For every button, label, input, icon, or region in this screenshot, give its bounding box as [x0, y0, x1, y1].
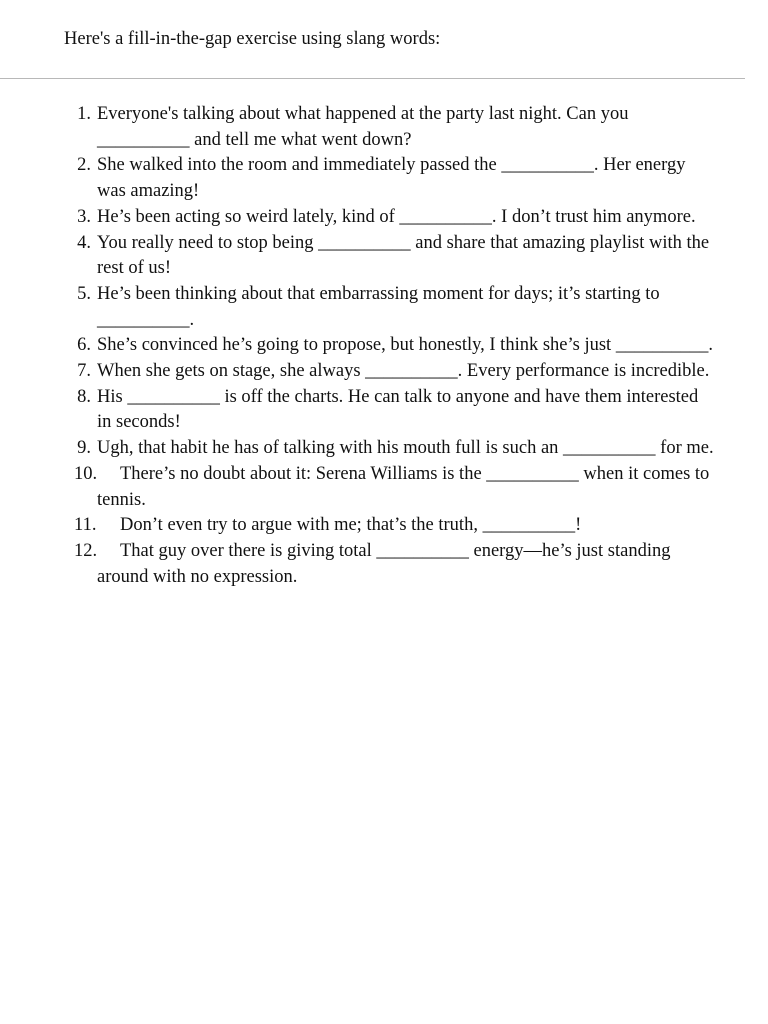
- exercise-text: He’s been acting so weird lately, kind of __________. I don’t trust him anymore.: [97, 206, 696, 227]
- exercise-number: 11.: [74, 515, 97, 536]
- exercise-item: [64, 513, 714, 539]
- exercise-number: 8.: [77, 386, 91, 407]
- exercise-item: [64, 333, 714, 359]
- exercise-text: She walked into the room and immediately passed the __________. Her energy was amazing!: [97, 155, 686, 202]
- exercise-text: There’s no doubt about it: Serena Williams is the __________ when it comes to tennis.: [97, 463, 710, 510]
- exercise-item: [64, 436, 714, 462]
- exercise-text: Everyone's talking about what happened at the party last night. Can you __________ and tell me what went down?: [97, 104, 629, 150]
- exercise-list: [64, 102, 714, 590]
- exercise-text: That guy over there is giving total __________ energy—he’s just standing around with no expression.: [97, 540, 671, 587]
- exercise-number: 9.: [77, 438, 91, 459]
- exercise-number: 4.: [77, 232, 91, 253]
- exercise-item: [64, 462, 714, 513]
- exercise-number: 10.: [74, 463, 98, 484]
- exercise-number: 2.: [77, 155, 91, 176]
- exercise-item: [64, 539, 714, 590]
- exercise-text: He’s been thinking about that embarrassing moment for days; it’s starting to __________.: [97, 283, 660, 330]
- exercise-text: Ugh, that habit he has of talking with his mouth full is such an __________ for me.: [97, 438, 714, 459]
- exercise-item: [64, 102, 714, 153]
- exercise-item: [64, 385, 714, 436]
- exercise-item: [64, 231, 714, 282]
- exercise-number: 12.: [74, 540, 98, 561]
- exercise-number: 5.: [77, 283, 91, 304]
- exercise-item: [64, 359, 714, 385]
- exercise-number: 7.: [77, 361, 91, 382]
- page-divider: [0, 78, 745, 79]
- exercise-item: [64, 153, 714, 204]
- exercise-number: 6.: [77, 335, 91, 356]
- exercise-item: [64, 282, 714, 333]
- exercise-text: When she gets on stage, she always __________. Every performance is incredible.: [97, 361, 710, 382]
- exercise-text: You really need to stop being __________ and share that amazing playlist with the rest of us!: [97, 232, 710, 279]
- exercise-number: 1.: [77, 104, 91, 124]
- exercise-text: Don’t even try to argue with me; that’s the truth, __________!: [120, 515, 582, 536]
- exercise-number: 3.: [77, 206, 91, 227]
- exercise-text: She’s convinced he’s going to propose, but honestly, I think she’s just __________.: [97, 335, 713, 356]
- exercise-text: His __________ is off the charts. He can talk to anyone and have them interested in seconds!: [97, 386, 699, 433]
- exercise-item: [64, 205, 714, 231]
- intro-text: Here's a fill-in-the-gap exercise using slang words:: [64, 29, 441, 49]
